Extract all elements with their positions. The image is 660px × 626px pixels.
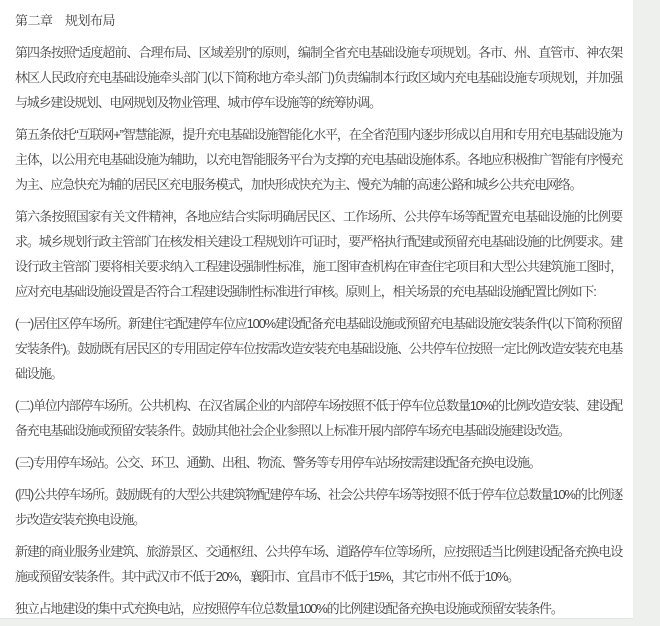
paragraph-item-4: (四)公共停车场所。鼓励既有的大型公共建筑物配建停车场、社会公共停车场等按照不低于停车位总数量10%的比例逐步改造安装充换电设施。 xyxy=(15,487,622,527)
paragraph-article-5: 第五条依托“互联网+”智慧能源，提升充电基础设施智能化水平，在全省范围内逐步形成以自用和专用充电基础设施为主体，以公用充电基础设施为辅助，以充电智能服务平台为支撑的充电基础设施体系。各地应积极推广智能有序慢充为主、应急快充为辅的居民区充电服务模式，加快形成快充为主、慢充为辅的高速公路和城乡公共充电网络。 xyxy=(15,127,622,192)
paragraph-new-construction: 新建的商业服务业建筑、旅游景区、交通枢纽、公共停车场、道路停车位等场所，应按照适当比例建设配备充换电设施或预留安装条件。其中武汉市不低于20%，襄阳市、宜昌市不低于15%，其它市州不低于10%。 xyxy=(15,544,622,584)
paragraph-item-3: (三)专用停车场站。公交、环卫、通勤、出租、物流、警务等专用停车站场按需建设配备充换电设施。 xyxy=(15,455,541,470)
paragraph-standalone-station: 独立占地建设的集中式充换电站，应按照停车位总数量100%的比例建设配备充换电设施或预留安装条件。 xyxy=(15,601,563,616)
chapter-title: 第二章 规划布局 xyxy=(15,13,116,28)
right-gutter xyxy=(633,0,660,626)
paragraph-article-6: 第六条按照国家有关文件精神，各地应结合实际明确居民区、工作场所、公共停车场等配置充电基础设施的比例要求。城乡规划行政主管部门在核发相关建设工程规划许可证时，要严格执行配建或预留充电基础设施的比例要求。建设行政主管部门要将相关要求纳入工程建设强制性标准，施工图审查机构在审查住宅项目和大型公共建筑施工图时，应对充电基础设施设置是否符合工程建设强制性标准进行审核。原则上，相关场景的充电基础设施配置比例如下: xyxy=(15,209,622,299)
paragraph-article-4: 第四条按照“适度超前、合理布局、区域差别”的原则，编制全省充电基础设施专项规划。各市、州、直管市、神农架林区人民政府充电基础设施牵头部门(以下简称地方牵头部门)负责编制本行政区域内充电基础设施专项规划，并加强与城乡建设规划、电网规划及物业管理、城市停车设施等的统筹协调。 xyxy=(15,45,622,110)
bottom-gutter xyxy=(0,618,633,626)
document-body xyxy=(15,8,622,626)
paragraph-item-2: (二)单位内部停车场所。公共机构、在汉省属企业的内部停车场按照不低于停车位总数量10%的比例改造安装、建设配备充电基础设施或预留安装条件。鼓励其他社会企业参照以上标准开展内部停车场充电基础设施建设改造。 xyxy=(15,398,622,438)
paragraph-item-1: (一)居住区停车场所。新建住宅配建停车位应100%建设配备充电基础设施或预留充电基础设施安装条件(以下简称预留安装条件)。鼓励既有居民区的专用固定停车位按需改造安装充电基础设施、公共停车位按照一定比例改造安装充电基础设施。 xyxy=(15,316,622,381)
